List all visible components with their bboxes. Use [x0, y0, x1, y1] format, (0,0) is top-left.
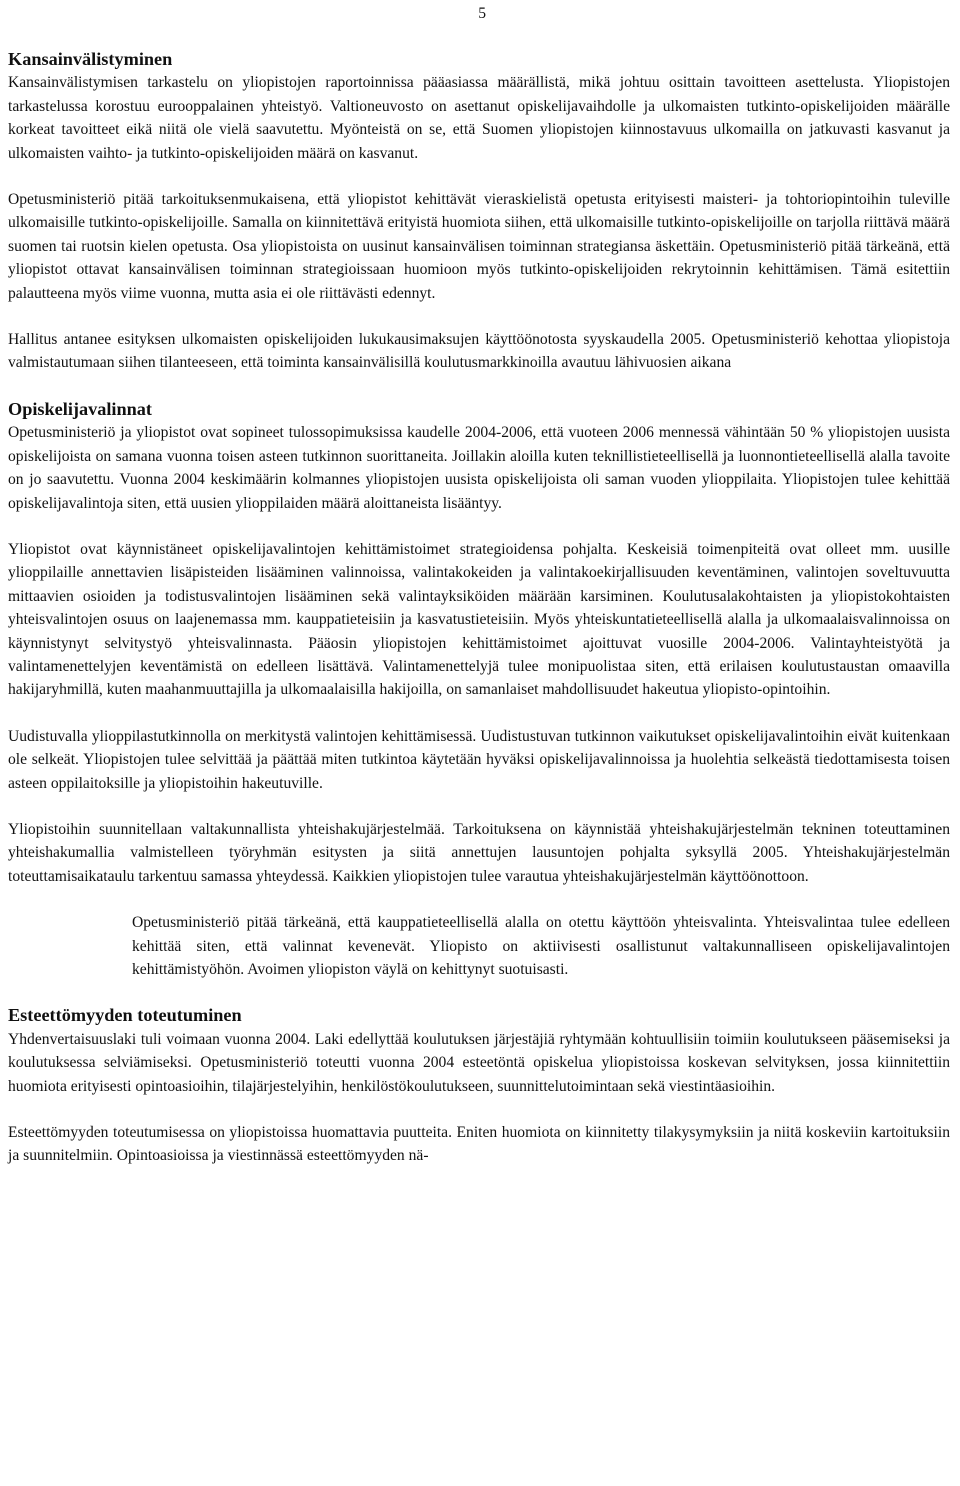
- paragraph-spacer: [8, 888, 950, 911]
- paragraph: Esteettömyyden toteutumisessa on yliopistoissa huomattavia puutteita. Eniten huomiota on kiinnitetty tilakysymyksiin ja niitä koskeviin kartoituksiin ja suunnitelmiin. Opintoasioissa ja viestinnässä esteettömyyden nä-: [8, 1124, 950, 1165]
- heading-esteettomyyden-toteutuminen: Esteettömyyden toteutuminen: [8, 1005, 242, 1026]
- document-body: [8, 48, 950, 1168]
- paragraph-spacer: [8, 795, 950, 818]
- indented-statement: [8, 911, 950, 981]
- paragraph-spacer: [8, 305, 950, 328]
- page-number: 5: [478, 5, 486, 22]
- paragraph: Yhdenvertaisuuslaki tuli voimaan vuonna 2004. Laki edellyttää koulutuksen järjestäjiä ryhtymään kohtuullisiin toimiin koulutukseen pääsemiseksi ja koulutuksessa selviämiseksi. Opetusministeriö toteutti vuonna 2004 esteetöntä opiskelua yliopistoissa koskevan selvityksen, jossa kiinnitettiin huomiota erityisesti opintoasioihin, tilajärjestelyihin, henkilöstökoulutukseen, suunnittelutoimintaan sekä viestintäasioihin.: [8, 1030, 950, 1095]
- paragraph: Hallitus antanee esityksen ulkomaisten opiskelijoiden lukukausimaksujen käyttöönotosta syyskaudella 2005. Opetusministeriö kehottaa yliopistoja valmistautumaan siihen tilanteeseen, että toiminta kansainvälisillä koulutusmarkkinoilla avautuu lähivuosien aikana: [8, 331, 950, 372]
- paragraph: Opetusministeriö ja yliopistot ovat sopineet tulossopimuksissa kaudelle 2004-2006, että vuoteen 2006 mennessä vähintään 50 % yliopistojen uusista opiskelijoista on samana vuonna toisen asteen tutkinnon suorittaneita. Joillakin aloilla kuten teknillistieteellisellä ja luonnontieteellisellä alalla tavoite on jo saavutettu. Vuonna 2004 keskimäärin kolmannes yliopistojen uusista opiskelijoista oli saman vuoden ylioppilaita. Yliopistojen tulee kehittää opiskelijavalintoja siten, että uusien ylioppilaiden määrä aloittaneista lisääntyy.: [8, 424, 950, 512]
- paragraph-spacer: [8, 375, 950, 398]
- paragraph: Yliopistot ovat käynnistäneet opiskelijavalintojen kehittämistoimet strategioidensa pohjalta. Keskeisiä toimenpiteitä ovat olleet mm. uusille ylioppilaille annettavien lisäpisteiden lisääminen valinnoissa, valintakokeiden ja valintakoekirjallisuuden keventäminen, valintojen soveltuvuutta mittaavien osioiden ja todistusvalintojen lisääminen sekä valintayksiköiden määrään karsiminen. Koulutusalakohtaisten ja yliopistokohtaisten yhteisvalintojen osuus on laajenemassa mm. kauppatieteisiin ja kasvatustieteisiin. Myös yhteiskuntatieteellisellä alalla ja ulkomaalaisvalinnoissa on käynnistynyt selvitystyö yhteisvalinnasta. Pääosin yliopistojen kehittämistoimet ajoittuvat vuosille 2004-2006. Valintayhteistyötä ja valintamenettelyjen keventämistä on edelleen lisättävä. Valintamenettelyjä tulee monipuolistaa siten, että erilaisen koulutustaustan omaavilla hakijaryhmillä, kuten maahanmuuttajilla ja ulkomaalaisilla hakijoilla, on samanlaiset mahdollisuudet hakeutua yliopisto-opintoihin.: [8, 540, 950, 699]
- indented-paragraph: Opetusministeriö pitää tärkeänä, että kauppatieteellisellä alalla on otettu käyttöön yhteisvalinta. Yhteisvalintaa tulee edelleen kehittää siten, että valinnat kevenevät. Yliopisto on aktiivisesti osallistunut valtakunnalliseen opiskelijavalintojen kehittämistyöhön. Avoimen yliopiston väylä on kehittynyt suotuisasti.: [132, 914, 950, 978]
- paragraph-spacer: [8, 1098, 950, 1121]
- paragraph-spacer: [8, 165, 950, 188]
- paragraph-spacer: [8, 981, 950, 1004]
- paragraph: Uudistuvalla ylioppilastutkinnolla on merkitystä valintojen kehittämisessä. Uudistustuvan tutkinnon vaikutukset opiskelijavalintoihin eivät kuitenkaan ole selkeät. Yliopistojen tulee selvittää ja päättää miten tutkintoa käytetään hyväksi opiskelijavalinnoissa ja huolehtia selkeästä tiedottamisesta toisen asteen oppilaitoksille ja yliopistoihin hakeutuville.: [8, 727, 950, 792]
- paragraph-spacer: [8, 702, 950, 725]
- paragraph: Kansainvälistymisen tarkastelu on yliopistojen raportoinnissa pääasiassa määrällistä, mikä johtuu osittain tavoitteen asettelusta. Yliopistojen tarkastelussa korostuu eurooppalainen yhteistyö. Valtioneuvosto on asettanut opiskelijavaihdolle ja ulkomaisten tutkinto-opiskelijoiden määrälle korkeat tavoitteet eikä niitä ole vielä saavutettu. Myönteistä on se, että Suomen yliopistojen kiinnostavuus ulkomailla on jatkuvasti kasvanut ja ulkomaisten vaihto- ja tutkinto-opiskelijoiden määrä on kasvanut.: [8, 74, 950, 162]
- heading-opiskelijavalinnat: Opiskelijavalinnat: [8, 398, 153, 419]
- paragraph-spacer: [8, 515, 950, 538]
- paragraph: Opetusministeriö pitää tarkoituksenmukaisena, että yliopistot kehittävät vieraskielistä opetusta erityisesti maisteri- ja tohtoriopintoihin tuleville ulkomaisille tutkinto-opiskelijoille. Samalla on kiinnitettävä erityistä huomiota siihen, että ulkomaisille tutkinto-opiskelijoille on tarjolla riittävä määrä suomen tai ruotsin kielen opetusta. Osa yliopistoista on uusinut kansainvälisen toiminnan strategiansa äskettäin. Opetusministeriö pitää tärkeänä, että yliopistot ottavat kansainvälisen toiminnan strategioissaan huomioon myös tutkinto-opiskelijoiden rekrytoinnin kehittämisen. Tämä esitettiin palautteena myös viime vuonna, mutta asia ei ole riittävästi edennyt.: [8, 191, 950, 302]
- paragraph: Yliopistoihin suunnitellaan valtakunnallista yhteishakujärjestelmää. Tarkoituksena on käynnistää yhteishakujärjestelmän tekninen toteuttaminen yhteishakumallia valmistelleen työryhmän esitysten ja siitä annettujen lausuntojen pohjalta syksyllä 2005. Yhteishakujärjestelmän toteuttamisaikataulu tarkentuu samassa yhteydessä. Kaikkien yliopistojen tulee varautua yhteishakujärjestelmän käyttöönottoon.: [8, 820, 950, 885]
- heading-kansainvalistyminen: Kansainvälistyminen: [8, 49, 173, 69]
